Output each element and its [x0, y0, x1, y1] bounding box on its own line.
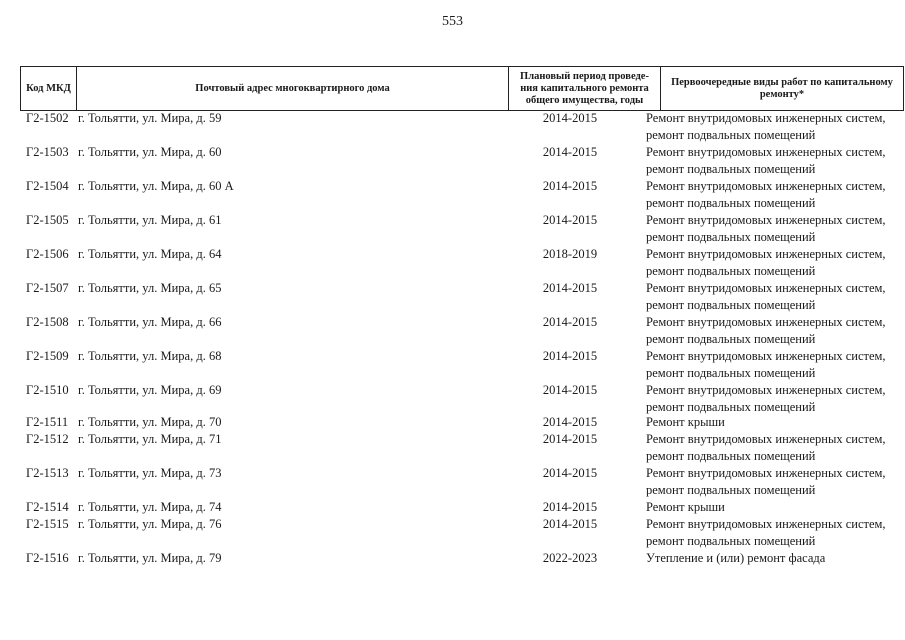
row-works: Ремонт внутридомовых инженерных систем, ремонт подвальных помещений	[646, 432, 886, 463]
row-code: Г2-1510	[26, 383, 69, 397]
row-period: 2014-2015	[542, 315, 598, 329]
row-works: Утепление и (или) ремонт фасада	[646, 551, 826, 565]
row-period: 2014-2015	[542, 111, 598, 125]
row-period: 2014-2015	[542, 213, 598, 227]
row-period: 2014-2015	[542, 281, 598, 295]
table-row	[0, 280, 905, 310]
table-row	[0, 550, 905, 580]
row-code: Г2-1507	[26, 281, 69, 295]
row-period: 2014-2015	[542, 432, 598, 446]
row-period: 2014-2015	[542, 179, 598, 193]
row-address: г. Тольятти, ул. Мира, д. 74	[78, 500, 222, 514]
table-row	[0, 516, 905, 546]
table-row	[0, 348, 905, 378]
row-code: Г2-1513	[26, 466, 69, 480]
row-period: 2022-2023	[542, 551, 598, 565]
table-row	[0, 431, 905, 461]
row-code: Г2-1504	[26, 179, 69, 193]
row-code: Г2-1512	[26, 432, 69, 446]
row-code: Г2-1502	[26, 111, 69, 125]
row-code: Г2-1503	[26, 145, 69, 159]
row-works: Ремонт внутридомовых инженерных систем, ремонт подвальных помещений	[646, 247, 886, 278]
table-row	[0, 314, 905, 344]
row-code: Г2-1511	[26, 415, 69, 429]
row-address: г. Тольятти, ул. Мира, д. 60	[78, 145, 222, 159]
header-address: Почтовый адрес многоквартирного дома	[76, 67, 508, 110]
row-works: Ремонт внутридомовых инженерных систем, ремонт подвальных помещений	[646, 517, 886, 548]
row-period: 2014-2015	[542, 145, 598, 159]
row-period: 2014-2015	[542, 500, 598, 514]
row-works: Ремонт внутридомовых инженерных систем, ремонт подвальных помещений	[646, 315, 886, 346]
row-works: Ремонт внутридомовых инженерных систем, ремонт подвальных помещений	[646, 145, 886, 176]
row-period: 2014-2015	[542, 517, 598, 531]
row-address: г. Тольятти, ул. Мира, д. 73	[78, 466, 222, 480]
header-code: Код МКД	[20, 67, 76, 110]
row-works: Ремонт внутридомовых инженерных систем, ремонт подвальных помещений	[646, 383, 886, 414]
table-row	[0, 246, 905, 276]
row-address: г. Тольятти, ул. Мира, д. 76	[78, 517, 222, 531]
row-works: Ремонт крыши	[646, 500, 725, 514]
row-works: Ремонт крыши	[646, 415, 725, 429]
row-works: Ремонт внутридомовых инженерных систем, ремонт подвальных помещений	[646, 466, 886, 497]
page-number: 553	[442, 14, 463, 29]
row-code: Г2-1506	[26, 247, 69, 261]
row-address: г. Тольятти, ул. Мира, д. 68	[78, 349, 222, 363]
row-period: 2014-2015	[542, 383, 598, 397]
table-row	[0, 110, 905, 140]
table-row	[0, 382, 905, 412]
row-address: г. Тольятти, ул. Мира, д. 71	[78, 432, 222, 446]
row-code: Г2-1516	[26, 551, 69, 565]
row-works: Ремонт внутридомовых инженерных систем, ремонт подвальных помещений	[646, 213, 886, 244]
row-address: г. Тольятти, ул. Мира, д. 79	[78, 551, 222, 565]
table-row	[0, 465, 905, 495]
table-header	[20, 66, 904, 111]
row-works: Ремонт внутридомовых инженерных систем, ремонт подвальных помещений	[646, 179, 886, 210]
table-row	[0, 178, 905, 208]
row-code: Г2-1514	[26, 500, 69, 514]
row-address: г. Тольятти, ул. Мира, д. 70	[78, 415, 222, 429]
row-period: 2014-2015	[542, 349, 598, 363]
row-address: г. Тольятти, ул. Мира, д. 64	[78, 247, 222, 261]
row-works: Ремонт внутридомовых инженерных систем, ремонт подвальных помещений	[646, 281, 886, 312]
row-code: Г2-1509	[26, 349, 69, 363]
row-address: г. Тольятти, ул. Мира, д. 66	[78, 315, 222, 329]
row-address: г. Тольятти, ул. Мира, д. 60 А	[78, 179, 234, 193]
row-period: 2014-2015	[542, 415, 598, 429]
row-works: Ремонт внутридомовых инженерных систем, ремонт подвальных помещений	[646, 111, 886, 142]
header-period: Плановый период проведе-ния капитального ремонта общего имущества, годы	[508, 67, 660, 110]
row-code: Г2-1505	[26, 213, 69, 227]
row-address: г. Тольятти, ул. Мира, д. 69	[78, 383, 222, 397]
row-works: Ремонт внутридомовых инженерных систем, ремонт подвальных помещений	[646, 349, 886, 380]
row-address: г. Тольятти, ул. Мира, д. 65	[78, 281, 222, 295]
row-code: Г2-1515	[26, 517, 69, 531]
row-address: г. Тольятти, ул. Мира, д. 61	[78, 213, 222, 227]
header-works: Первоочередные виды работ по капитальному ремонту*	[660, 67, 904, 110]
table-row	[0, 144, 905, 174]
row-code: Г2-1508	[26, 315, 69, 329]
row-period: 2014-2015	[542, 466, 598, 480]
table-row	[0, 212, 905, 242]
row-period: 2018-2019	[542, 247, 598, 261]
row-address: г. Тольятти, ул. Мира, д. 59	[78, 111, 222, 125]
